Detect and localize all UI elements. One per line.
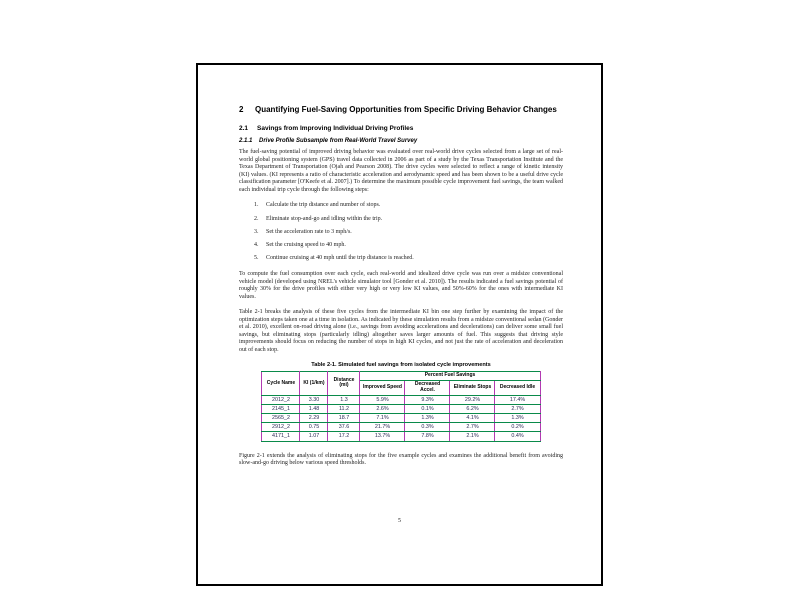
subsection-heading (239, 125, 563, 132)
col-header-eliminate-stops: Eliminate Stops (450, 381, 495, 396)
list-item-text: Calculate the trip distance and number of stops. (266, 202, 381, 209)
list-item-text: Continue cruising at 40 mph until the trip distance is reached. (266, 255, 414, 262)
cell-decreased-accel: 0.3% (405, 423, 450, 432)
list-item-text: Set the cruising speed to 40 mph. (266, 241, 346, 248)
section-heading (239, 105, 563, 115)
cell-improved-speed: 21.7% (360, 423, 405, 432)
list-item-number: 2. (254, 215, 259, 222)
cell-eliminate-stops: 2.7% (450, 423, 495, 432)
cell-eliminate-stops: 29.2% (450, 395, 495, 404)
subsubsection-heading (239, 138, 563, 144)
cell-distance: 1.3 (328, 395, 360, 404)
cell-decreased-idle: 0.2% (495, 423, 540, 432)
cell-cycle-name: 2912_2 (262, 423, 300, 432)
list-item-number: 5. (254, 255, 259, 262)
subsection-heading-number: 2.1 (239, 125, 249, 133)
cell-distance: 37.6 (328, 423, 360, 432)
cell-ki: 1.48 (300, 404, 328, 413)
col-header-decreased-idle: Decreased Idle (495, 381, 540, 396)
table-header-row-group (262, 372, 540, 381)
table-caption: Table 2-1. Simulated fuel savings from isolated cycle improvements (311, 362, 491, 369)
cell-distance: 11.2 (328, 404, 360, 413)
col-header-ki: KI (1/km) (300, 372, 328, 395)
fuel-savings-table (261, 371, 540, 441)
list-item (254, 255, 563, 262)
paragraph-3: Table 2-1 breaks the analysis of these five cycles from the intermediate KI bin one step further by examining the impact of the optimization steps taken one at a time in isolation. As indicated by these simulation results from a midsize conventional sedan (Gonder et al. 2010), excellent on-road driving alone (i.e., savings from avoiding accelerations and decelerations) can deliver some small fuel savings, but eliminating stops (particularly idling) altogether saves larger amounts of fuel. This suggests that driving style improvements should focus on reducing the number of stops in high KI cycles, and not just the rate of acceleration and deceleration out of each stop. (239, 309, 563, 353)
col-header-distance: Distance (mi) (328, 372, 360, 395)
list-item-text: Eliminate stop-and-go and idling within the trip. (266, 215, 383, 222)
cell-improved-speed: 2.6% (360, 404, 405, 413)
cell-eliminate-stops: 6.2% (450, 404, 495, 413)
col-header-decreased-accel: Decreased Accel. (405, 381, 450, 396)
cell-decreased-accel: 7.8% (405, 432, 450, 441)
cell-ki: 0.75 (300, 423, 328, 432)
list-item-number: 3. (254, 228, 259, 235)
document-page (196, 63, 603, 586)
subsection-heading-text: Savings from Improving Individual Driving Profiles (257, 125, 414, 133)
cell-decreased-idle: 2.7% (495, 404, 540, 413)
cell-cycle-name: 2565_2 (262, 413, 300, 422)
cell-improved-speed: 13.7% (360, 432, 405, 441)
list-item (254, 216, 563, 223)
section-heading-text: Quantifying Fuel-Saving Opportunities from Specific Driving Behavior Changes (255, 105, 557, 114)
list-item (254, 229, 563, 236)
table-row (262, 432, 540, 441)
list-item (254, 202, 563, 209)
paragraph-1: The fuel-saving potential of improved driving behavior was evaluated over real-world drive cycles selected from a large set of real-world global positioning system (GPS) travel data collected in 2006 as part of a study by the Texas Transportation Institute and the Texas Department of Transportation (Ojah and Pearson 2008). The drive cycles were selected to reflect a range of kinetic intensity (KI) values. (KI represents a ratio of characteristic acceleration and aerodynamic speed and has been shown to be a useful drive cycle classification parameter [O'Keefe et al. 2007].) To determine the maximum possible cycle improvement fuel savings, the team walked each individual trip cycle through the following steps: (239, 149, 563, 193)
cell-distance: 17.2 (328, 432, 360, 441)
paragraph-4: Figure 2-1 extends the analysis of eliminating stops for the five example cycles and examines the additional benefit from avoiding slow-and-go driving below various speed thresholds. (239, 452, 563, 467)
cell-ki: 1.07 (300, 432, 328, 441)
cell-decreased-idle: 1.3% (495, 413, 540, 422)
cell-decreased-accel: 0.1% (405, 404, 450, 413)
table-row (262, 404, 540, 413)
paragraph-2: To compute the fuel consumption over each cycle, each real-world and idealized drive cycle was run over a midsize conventional vehicle model (developed using NREL's vehicle simulator tool [Gonder et al. 2010]). The results indicated a fuel savings potential of roughly 30% for the drive profiles with either very high or very low KI values, and 50%-60% for the ones with intermediate KI values. (239, 271, 563, 300)
subsubsection-heading-text: Drive Profile Subsample from Real-World Travel Survey (259, 138, 418, 145)
list-item-text: Set the acceleration rate to 3 mph/s. (266, 228, 352, 235)
page-content (198, 65, 601, 468)
col-header-group-percent-fuel-savings: Percent Fuel Savings (360, 372, 540, 381)
cell-ki: 2.29 (300, 413, 328, 422)
table-row (262, 423, 540, 432)
cell-decreased-accel: 1.3% (405, 413, 450, 422)
list-item-number: 1. (254, 202, 259, 209)
col-header-cycle-name: Cycle Name (262, 372, 300, 395)
cell-improved-speed: 5.9% (360, 395, 405, 404)
cell-eliminate-stops: 4.1% (450, 413, 495, 422)
table-row (262, 395, 540, 404)
cell-eliminate-stops: 2.1% (450, 432, 495, 441)
table-row (262, 413, 540, 422)
col-header-improved-speed: Improved Speed (360, 381, 405, 396)
cell-improved-speed: 7.1% (360, 413, 405, 422)
cell-ki: 3.30 (300, 395, 328, 404)
page-number: 5 (398, 518, 401, 524)
cell-cycle-name: 2012_2 (262, 395, 300, 404)
list-item-number: 4. (254, 241, 259, 248)
section-heading-number: 2 (239, 105, 244, 114)
numbered-list (254, 202, 563, 262)
list-item (254, 242, 563, 249)
cell-cycle-name: 4171_1 (262, 432, 300, 441)
cell-decreased-idle: 0.4% (495, 432, 540, 441)
cell-decreased-idle: 17.4% (495, 395, 540, 404)
cell-distance: 18.7 (328, 413, 360, 422)
cell-decreased-accel: 9.3% (405, 395, 450, 404)
subsubsection-heading-number: 2.1.1 (239, 138, 253, 145)
cell-cycle-name: 2145_1 (262, 404, 300, 413)
